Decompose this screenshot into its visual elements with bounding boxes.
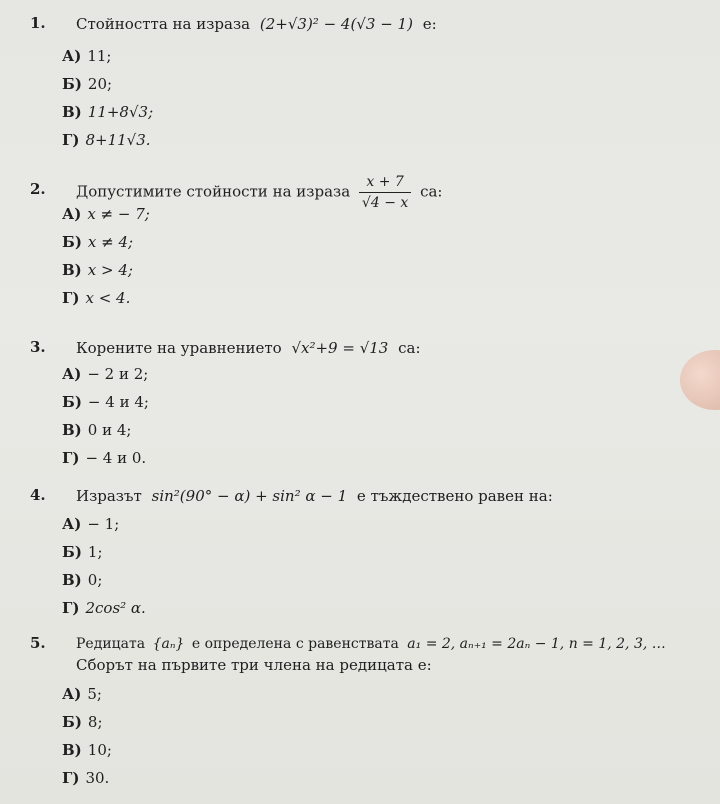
math-expression: (2+√3)² − 4(√3 − 1) bbox=[259, 15, 413, 33]
question-prefix: Допустимите стойности на израза bbox=[76, 182, 351, 201]
option-value: 11+8√3; bbox=[87, 103, 154, 121]
question-suffix: са: bbox=[398, 339, 421, 357]
option-b[interactable] bbox=[62, 708, 112, 736]
option-label: А) bbox=[62, 365, 82, 383]
option-c[interactable] bbox=[62, 566, 146, 594]
option-value: − 4 и 0. bbox=[85, 449, 147, 467]
option-c[interactable] bbox=[62, 98, 153, 126]
option-d[interactable] bbox=[62, 284, 150, 312]
math-expression: a₁ = 2, aₙ₊₁ = 2aₙ − 1, n = 1, 2, 3, … bbox=[407, 636, 666, 652]
option-label: В) bbox=[62, 421, 82, 439]
question-text bbox=[76, 486, 553, 506]
finger-tip bbox=[680, 350, 720, 410]
option-label: Б) bbox=[62, 393, 82, 411]
question-number: 2. bbox=[30, 180, 46, 198]
option-b[interactable] bbox=[62, 538, 146, 566]
option-d[interactable] bbox=[62, 444, 149, 472]
option-b[interactable] bbox=[62, 388, 149, 416]
math-expression: √x²+9 = √13 bbox=[291, 339, 389, 357]
option-label: В) bbox=[62, 571, 82, 589]
option-label: Г) bbox=[62, 131, 80, 149]
option-label: Б) bbox=[62, 75, 82, 93]
option-value: 8+11√3. bbox=[85, 131, 151, 149]
option-value: 20; bbox=[87, 75, 113, 93]
question-suffix: са: bbox=[420, 182, 443, 201]
option-c[interactable] bbox=[62, 736, 112, 764]
option-label: А) bbox=[62, 205, 82, 223]
question-middle: е определена с равенствата bbox=[191, 636, 399, 652]
option-value: 10; bbox=[87, 741, 112, 759]
option-b[interactable] bbox=[62, 228, 150, 256]
option-value: − 1; bbox=[87, 515, 120, 533]
question-text bbox=[76, 14, 437, 34]
option-label: А) bbox=[62, 47, 82, 65]
option-d[interactable] bbox=[62, 764, 112, 792]
option-a[interactable] bbox=[62, 680, 112, 708]
option-label: В) bbox=[62, 261, 82, 279]
option-a[interactable] bbox=[62, 200, 150, 228]
options-list bbox=[62, 42, 153, 154]
option-label: А) bbox=[62, 515, 82, 533]
option-a[interactable] bbox=[62, 42, 153, 70]
question-text bbox=[76, 338, 421, 358]
question-number: 3. bbox=[30, 338, 46, 356]
option-d[interactable] bbox=[62, 594, 146, 622]
option-label: А) bbox=[62, 685, 82, 703]
option-c[interactable] bbox=[62, 256, 150, 284]
option-value: 5; bbox=[87, 685, 102, 703]
question-prefix: Корените на уравнението bbox=[76, 339, 282, 357]
option-value: x > 4; bbox=[87, 261, 133, 279]
option-value: 11; bbox=[87, 47, 112, 65]
fraction-numerator: x + 7 bbox=[359, 172, 411, 193]
question-number: 5. bbox=[30, 634, 46, 652]
option-value: x < 4. bbox=[85, 289, 131, 307]
option-label: В) bbox=[62, 741, 82, 759]
question-number: 4. bbox=[30, 486, 46, 504]
option-label: Г) bbox=[62, 449, 80, 467]
question-number: 1. bbox=[30, 14, 46, 32]
option-d[interactable] bbox=[62, 126, 153, 154]
option-value: x ≠ − 7; bbox=[87, 205, 150, 223]
options-list bbox=[62, 200, 150, 312]
fraction-denominator: √4 − x bbox=[361, 195, 409, 211]
question-prefix: Редицата bbox=[76, 636, 146, 652]
option-c[interactable] bbox=[62, 416, 149, 444]
option-a[interactable] bbox=[62, 510, 146, 538]
option-label: Г) bbox=[62, 289, 80, 307]
question-suffix: е: bbox=[422, 15, 437, 33]
question-line-2: Сборът на първите три члена на редицата е: bbox=[76, 656, 432, 674]
option-value: 8; bbox=[87, 713, 103, 731]
option-value: 30. bbox=[85, 769, 110, 787]
math-fraction bbox=[359, 172, 411, 213]
question-suffix: е тъждествено равен на: bbox=[356, 487, 553, 505]
option-value: − 2 и 2; bbox=[87, 365, 149, 383]
sequence-symbol: {aₙ} bbox=[152, 636, 185, 652]
option-b[interactable] bbox=[62, 70, 153, 98]
option-value: 0; bbox=[87, 571, 103, 589]
option-label: Б) bbox=[62, 543, 82, 561]
option-value: 2cos² α. bbox=[85, 599, 146, 617]
math-expression: sin²(90° − α) + sin² α − 1 bbox=[151, 487, 348, 505]
options-list bbox=[62, 680, 112, 792]
option-value: 1; bbox=[87, 543, 103, 561]
option-label: Г) bbox=[62, 599, 80, 617]
option-value: x ≠ 4; bbox=[87, 233, 134, 251]
question-text bbox=[76, 634, 666, 654]
option-label: Б) bbox=[62, 233, 82, 251]
option-value: − 4 и 4; bbox=[87, 393, 149, 411]
options-list bbox=[62, 510, 146, 622]
question-prefix: Изразът bbox=[76, 487, 142, 505]
option-label: Г) bbox=[62, 769, 80, 787]
option-label: Б) bbox=[62, 713, 82, 731]
options-list bbox=[62, 360, 149, 472]
option-label: В) bbox=[62, 103, 82, 121]
option-value: 0 и 4; bbox=[87, 421, 132, 439]
question-prefix: Стойността на израза bbox=[76, 15, 251, 33]
option-a[interactable] bbox=[62, 360, 149, 388]
